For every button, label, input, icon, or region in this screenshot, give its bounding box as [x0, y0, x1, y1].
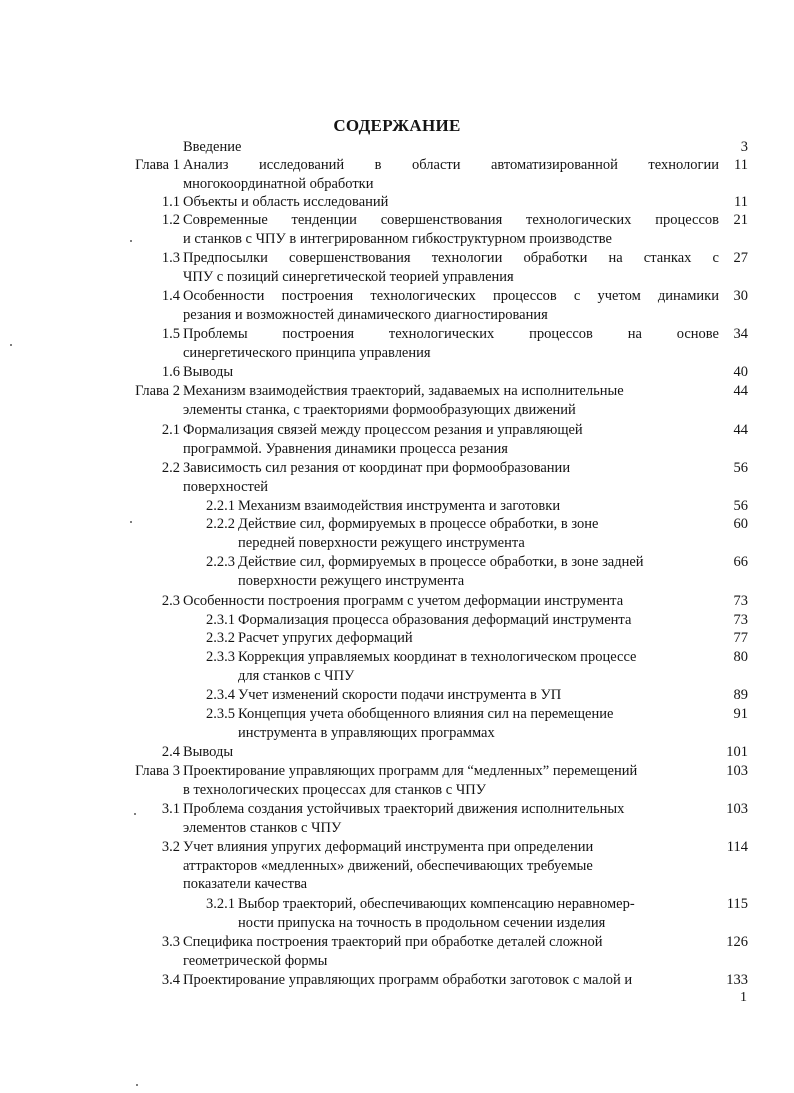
toc-entry-number: 3.2 — [161, 839, 180, 855]
toc-entry-title — [183, 800, 719, 837]
toc-entry-title-line: геометрической формы — [183, 952, 328, 969]
toc-entry-title: Формализация процесса образования деформаций инструмента — [238, 612, 632, 628]
toc-entry-number: 2.2.3 — [206, 554, 235, 570]
toc-entry-title: Расчет упругих деформаций — [238, 630, 413, 646]
toc-entry-number: 1.2 — [161, 212, 180, 228]
toc-entry-title — [183, 156, 719, 193]
toc-entry-title-line: Проблема создания устойчивых траекторий движения исполнительных — [183, 801, 625, 817]
toc-entry-number: 3.4 — [161, 972, 180, 988]
toc-entry-title — [183, 382, 719, 419]
toc-entry-title: Учет изменений скорости подачи инструмента в УП — [238, 687, 562, 703]
toc-entry-title-line: синергетического принципа управления — [183, 344, 431, 361]
toc-entry-number: 3.3 — [161, 934, 180, 950]
toc-entry-title-line: поверхностей — [183, 478, 269, 495]
toc-entry-title-line: Выбор траекторий, обеспечивающих компенсацию неравномер- — [238, 896, 635, 912]
toc-entry-page: 34 — [733, 326, 748, 342]
toc-entry-title — [183, 459, 719, 496]
toc-entry-title: Выводы — [183, 744, 234, 760]
toc-entry-number: 2.4 — [161, 744, 180, 760]
toc-entry-title — [238, 648, 718, 685]
toc-entry-number: 1.3 — [161, 250, 180, 266]
toc-entry-number: 2.3.2 — [206, 630, 235, 646]
toc-entry-page: 11 — [734, 194, 748, 210]
toc-entry-title: Проектирование управляющих программ обработки заготовок с малой и — [183, 972, 633, 988]
page-title: СОДЕРЖАНИЕ — [333, 116, 461, 135]
toc-entry-number: 3.2.1 — [206, 896, 235, 912]
toc-entry-page: 73 — [733, 593, 748, 609]
scan-speck — [136, 1084, 138, 1086]
toc-entry-title-line: резания и возможностей динамического диагностирования — [183, 306, 548, 323]
toc-entry-title-line: Учет влияния упругих деформаций инструмента при определении — [183, 839, 594, 855]
toc-entry-number: 2.3 — [161, 593, 180, 609]
toc-entry-title-line: Проблемы построения технологических процессов на основе — [183, 326, 719, 342]
toc-entry-title — [238, 705, 718, 742]
toc-entry-title: Введение — [183, 139, 242, 155]
toc-entry-title: Механизм взаимодействия инструмента и заготовки — [238, 498, 561, 514]
toc-entry-number: 2.3.1 — [206, 612, 235, 628]
toc-entry-title-line: Предпосылки совершенствования технологии обработки на станках с — [183, 250, 719, 266]
toc-entry-number: 2.3.4 — [206, 687, 235, 703]
toc-entry-title-line: Действие сил, формируемых в процессе обработки, в зоне — [238, 516, 599, 532]
toc-entry-title-line: ЧПУ с позиций синергетической теорией управления — [183, 268, 514, 285]
toc-entry-page: 101 — [726, 744, 748, 760]
toc-entry-page: 73 — [733, 612, 748, 628]
scan-speck — [134, 813, 136, 815]
toc-entry-page: 40 — [733, 364, 748, 380]
toc-entry-title-line: инструмента в управляющих программах — [238, 724, 495, 741]
toc-entry-page: 126 — [726, 934, 748, 950]
toc-entry-page: 91 — [733, 706, 748, 722]
toc-entry-title: Объекты и область исследований — [183, 194, 389, 210]
toc-entry-page: 44 — [733, 383, 748, 399]
page-number: 1 — [740, 990, 747, 1005]
toc-entry-number: 2.3.3 — [206, 649, 235, 665]
toc-entry-title-line: показатели качества — [183, 876, 308, 892]
toc-entry-title-line: передней поверхности режущего инструмента — [238, 534, 525, 551]
toc-entry-title-line: Формализация связей между процессом резания и управляющей — [183, 422, 583, 438]
toc-entry-number: 1.5 — [161, 326, 180, 342]
toc-entry-title-line: Анализ исследований в области автоматизированной технологии — [183, 157, 719, 173]
toc-entry-title — [238, 895, 718, 932]
toc-entry-page: 60 — [733, 516, 748, 532]
toc-entry-title: Выводы — [183, 364, 234, 380]
toc-entry-page: 11 — [734, 157, 748, 173]
toc-entry-page: 103 — [726, 801, 748, 817]
toc-entry-page: 44 — [733, 422, 748, 438]
toc-entry-title-line: поверхности режущего инструмента — [238, 572, 465, 589]
toc-entry-title-line: и станков с ЧПУ в интегрированном гибкоструктурном производстве — [183, 230, 612, 247]
toc-entry-page: 21 — [733, 212, 748, 228]
toc-entry-number: 1.4 — [161, 288, 180, 304]
toc-entry-number: 1.6 — [161, 364, 180, 380]
toc-entry-title-line: ности припуска на точность в продольном сечении изделия — [238, 914, 606, 931]
toc-entry-title-line: элементов станков с ЧПУ — [183, 819, 342, 836]
toc-entry-title-line: для станков с ЧПУ — [238, 667, 355, 684]
toc-entry-page: 115 — [726, 896, 748, 912]
toc-entry-page: 133 — [726, 972, 748, 988]
toc-entry-page: 89 — [733, 687, 748, 703]
toc-entry-page: 56 — [733, 460, 748, 476]
toc-entry-title — [183, 287, 719, 324]
toc-entry-number: Глава 1 — [135, 157, 180, 173]
toc-entry-number: 1.1 — [161, 194, 180, 210]
toc-entry-title — [183, 838, 719, 894]
toc-entry-title-line: Коррекция управляемых координат в технологическом процессе — [238, 649, 637, 665]
toc-entry-number: Глава 3 — [135, 763, 180, 779]
toc-entry-title-line: программой. Уравнения динамики процесса резания — [183, 440, 508, 457]
toc-entry-title — [183, 211, 719, 248]
toc-entry-page: 3 — [740, 139, 748, 155]
toc-entry-number: 2.2.2 — [206, 516, 235, 532]
toc-entry-title-line: Особенности построения технологических процессов с учетом динамики — [183, 288, 719, 304]
toc-entry-page: 56 — [733, 498, 748, 514]
toc-entry-number: 2.2.1 — [206, 498, 235, 514]
toc-entry-number: 2.3.5 — [206, 706, 235, 722]
toc-entry-title-line: в технологических процессах для станков с ЧПУ — [183, 781, 486, 798]
toc-entry-title — [183, 249, 719, 286]
toc-entry-title-line: Специфика построения траекторий при обработке деталей сложной — [183, 934, 603, 950]
toc-entry-page: 30 — [733, 288, 748, 304]
scan-speck — [130, 521, 132, 523]
toc-entry-page: 114 — [726, 839, 748, 855]
toc-entry-title — [238, 515, 718, 552]
toc-entry-title — [238, 553, 718, 590]
toc-entry-title — [183, 325, 719, 362]
toc-entry-title-line: Механизм взаимодействия траекторий, задаваемых на исполнительные — [183, 383, 624, 399]
toc-entry-title-line: многокоординатной обработки — [183, 175, 374, 192]
toc-entry-title-line: Зависимость сил резания от координат при формообразовании — [183, 460, 571, 476]
scan-speck — [130, 240, 132, 242]
toc-entry-page: 77 — [733, 630, 748, 646]
toc-entry-page: 66 — [733, 554, 748, 570]
toc-entry-title-line: аттракторов «медленных» движений, обеспечивающих требуемые — [183, 857, 593, 874]
toc-entry-title — [183, 762, 723, 799]
toc-entry-title — [183, 421, 719, 458]
toc-entry-title-line: Действие сил, формируемых в процессе обработки, в зоне задней — [238, 554, 644, 570]
toc-entry-number: 3.1 — [161, 801, 180, 817]
toc-entry-page: 103 — [726, 763, 748, 779]
toc-entry-title-line: Современные тенденции совершенствования технологических процессов — [183, 212, 719, 228]
toc-entry-page: 27 — [733, 250, 748, 266]
toc-entry-page: 80 — [733, 649, 748, 665]
toc-entry-number: 2.1 — [161, 422, 180, 438]
toc-entry-title-line: элементы станка, с траекториями формообразующих движений — [183, 401, 576, 418]
toc-entry-title-line: Концепция учета обобщенного влияния сил на перемещение — [238, 706, 614, 722]
toc-entry-number: 2.2 — [161, 460, 180, 476]
scan-speck — [10, 344, 12, 346]
toc-entry-number: Глава 2 — [135, 383, 180, 399]
toc-entry-title: Особенности построения программ с учетом деформации инструмента — [183, 593, 624, 609]
toc-entry-title — [183, 933, 719, 970]
toc-entry-title-line: Проектирование управляющих программ для “медленных” перемещений — [183, 763, 638, 779]
